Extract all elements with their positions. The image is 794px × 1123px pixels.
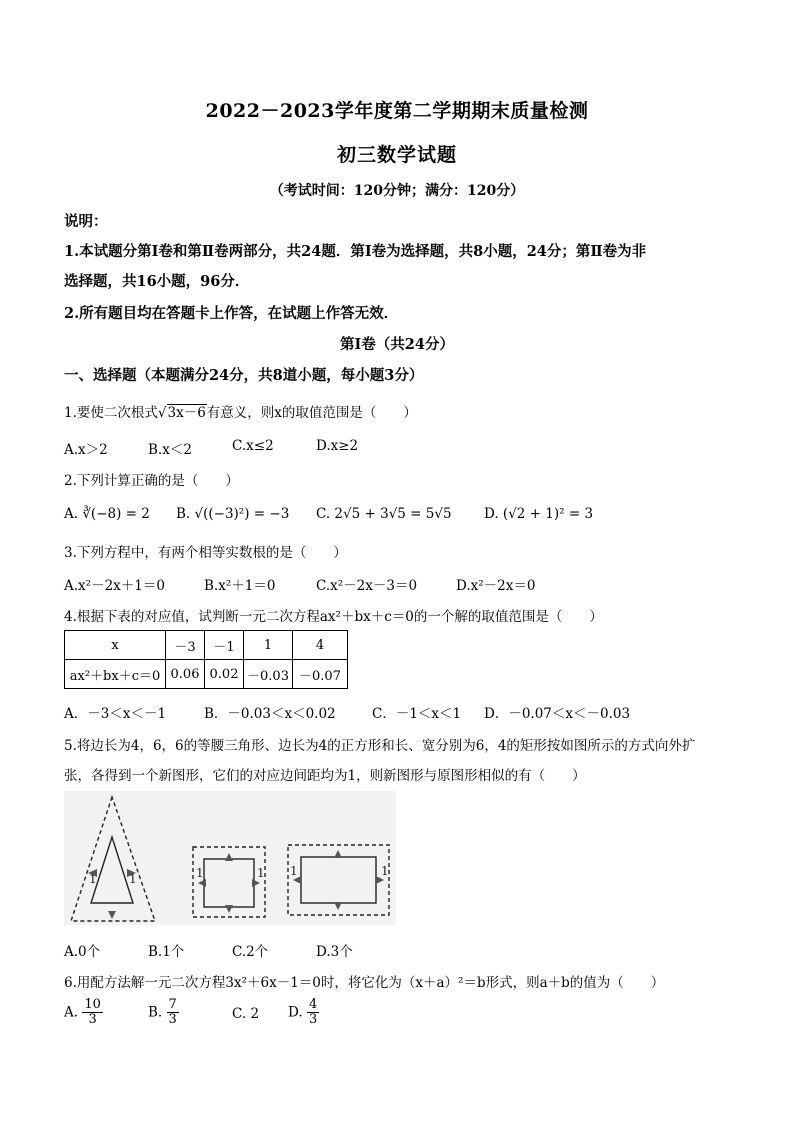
- table-cell: 1: [244, 631, 293, 660]
- question-3-option-b: B.x²＋1＝0: [204, 578, 276, 594]
- question-5-stem-line-2: 张，各得到一个新图形，它们的对应边间距均为1，则新图形与原图形相似的有（ ）: [64, 768, 586, 784]
- question-6-option-d: [288, 998, 319, 1028]
- question-3-option-d: D.x²－2x＝0: [456, 578, 536, 594]
- table-cell: 0.02: [205, 660, 244, 689]
- question-2-stem: 2.下列计算正确的是（ ）: [64, 473, 239, 489]
- section-heading: 一、选择题（本题满分24分，共8道小题，每小题3分）: [64, 367, 424, 384]
- figure-distance-label: 1: [129, 872, 137, 886]
- question-2-option-d: D. (√2 + 1)² = 3: [484, 506, 594, 522]
- denominator: 3: [308, 1012, 318, 1028]
- figure-distance-label: 1: [257, 866, 265, 880]
- question-2-option-a: A. ∛(−8) = 2: [64, 506, 150, 522]
- part1-heading: 第Ⅰ卷（共24分）: [340, 336, 454, 353]
- instruction-2: 2.所有题目均在答题卡上作答，在试题上作答无效．: [64, 305, 399, 322]
- table-cell: －0.07: [293, 660, 348, 689]
- question-1-radicand: 3x－6: [167, 405, 206, 421]
- table-cell: －1: [205, 631, 244, 660]
- option-value: 2: [250, 1006, 260, 1022]
- exam-subtitle: 初三数学试题: [336, 144, 457, 166]
- option-label: D.: [288, 1004, 303, 1021]
- question-1-option-b: B.x＜2: [148, 442, 192, 458]
- question-5-option-b: B.1个: [148, 944, 185, 960]
- shapes-diagram: [64, 791, 396, 925]
- table-cell: －3: [166, 631, 205, 660]
- exam-info: （考试时间：120分钟；满分：120分）: [269, 183, 525, 199]
- question-6-option-c: [232, 1006, 259, 1022]
- question-5-stem-line-1: 5.将边长为4，6，6的等腰三角形、边长为4的正方形和长、宽分别为6，4的矩形按如图所示的方式向外扩: [64, 738, 696, 754]
- figure-distance-label: 1: [381, 864, 389, 878]
- question-1-option-d: D.x≥2: [316, 438, 359, 454]
- instruction-1-line-1: 1.本试题分第Ⅰ卷和第Ⅱ卷两部分，共24题．第Ⅰ卷为选择题，共8小题，24分；第Ⅱ卷为非: [64, 243, 647, 260]
- table-row: [65, 631, 348, 660]
- question-1-option-a: A.x＞2: [64, 442, 108, 458]
- numerator: 10: [84, 997, 101, 1012]
- denominator: 3: [88, 1012, 97, 1028]
- figure-distance-label: 1: [290, 864, 298, 878]
- exam-title: 2022－2023学年度第二学期期末质量检测: [205, 100, 589, 122]
- original-rectangle: [301, 857, 376, 903]
- question-6-stem: 6.用配方法解一元二次方程3x²＋6x－1＝0时，将它化为（x＋a）²＝b形式，则a＋b的值为（ ）: [64, 975, 665, 991]
- figure-distance-label: 1: [196, 866, 204, 880]
- question-2-option-c: C. 2√5 + 3√5 = 5√5: [316, 506, 452, 522]
- fraction: [167, 998, 179, 1028]
- option-label: A.: [64, 1004, 79, 1021]
- original-triangle: [91, 837, 133, 903]
- question-3-option-a: A.x²－2x＋1＝0: [64, 578, 165, 594]
- question-5-option-d: D.3个: [316, 944, 353, 960]
- question-4-option-a: A．－3＜x＜－1: [64, 706, 167, 722]
- table-cell: －0.03: [244, 660, 293, 689]
- instruction-1-line-2: 选择题，共16小题，96分．: [64, 273, 250, 290]
- question-1-stem: [64, 401, 417, 421]
- question-1-stem-pre: 1.要使二次根式: [64, 405, 158, 421]
- table-cell: ax²＋bx＋c＝0: [65, 660, 166, 689]
- question-5-figure: [64, 791, 396, 925]
- option-label: B.: [148, 1004, 163, 1021]
- fraction: [82, 998, 103, 1028]
- question-6-option-a: [64, 998, 103, 1028]
- table-cell: x: [65, 631, 166, 660]
- question-3-option-c: C.x²－2x－3＝0: [316, 578, 418, 594]
- original-square: [204, 859, 254, 907]
- question-2-option-b: B. √((−3)²) = −3: [176, 506, 290, 522]
- figure-distance-label: 1: [89, 872, 97, 886]
- option-label: C.: [232, 1006, 247, 1022]
- fraction: [307, 998, 319, 1028]
- question-3-stem: 3.下列方程中，有两个相等实数根的是（ ）: [64, 545, 347, 561]
- table-cell: 4: [293, 631, 348, 660]
- question-4-option-b: B．－0.03＜x＜0.02: [204, 706, 336, 722]
- sqrt-sign: √: [157, 405, 167, 421]
- question-4-option-c: C．－1＜x＜1: [372, 706, 462, 722]
- question-4-option-d: D．－0.07＜x＜－0.03: [484, 706, 631, 722]
- table-row: [65, 660, 348, 689]
- numerator: 7: [168, 997, 177, 1012]
- question-1-option-c: C.x≤2: [232, 438, 274, 454]
- denominator: 3: [168, 1012, 177, 1028]
- table-cell: 0.06: [166, 660, 205, 689]
- question-6-option-b: [148, 998, 179, 1028]
- value-table: [64, 630, 348, 689]
- question-1-stem-post: 有意义，则x的取值范围是（ ）: [206, 405, 417, 421]
- numerator: 4: [308, 997, 318, 1012]
- question-5-option-a: A.0个: [64, 944, 101, 960]
- question-5-option-c: C.2个: [232, 944, 269, 960]
- question-4-stem: 4.根据下表的对应值，试判断一元二次方程ax²＋bx＋c＝0的一个解的取值范围是（ ）: [64, 609, 603, 625]
- instructions-heading: 说明：: [64, 213, 108, 230]
